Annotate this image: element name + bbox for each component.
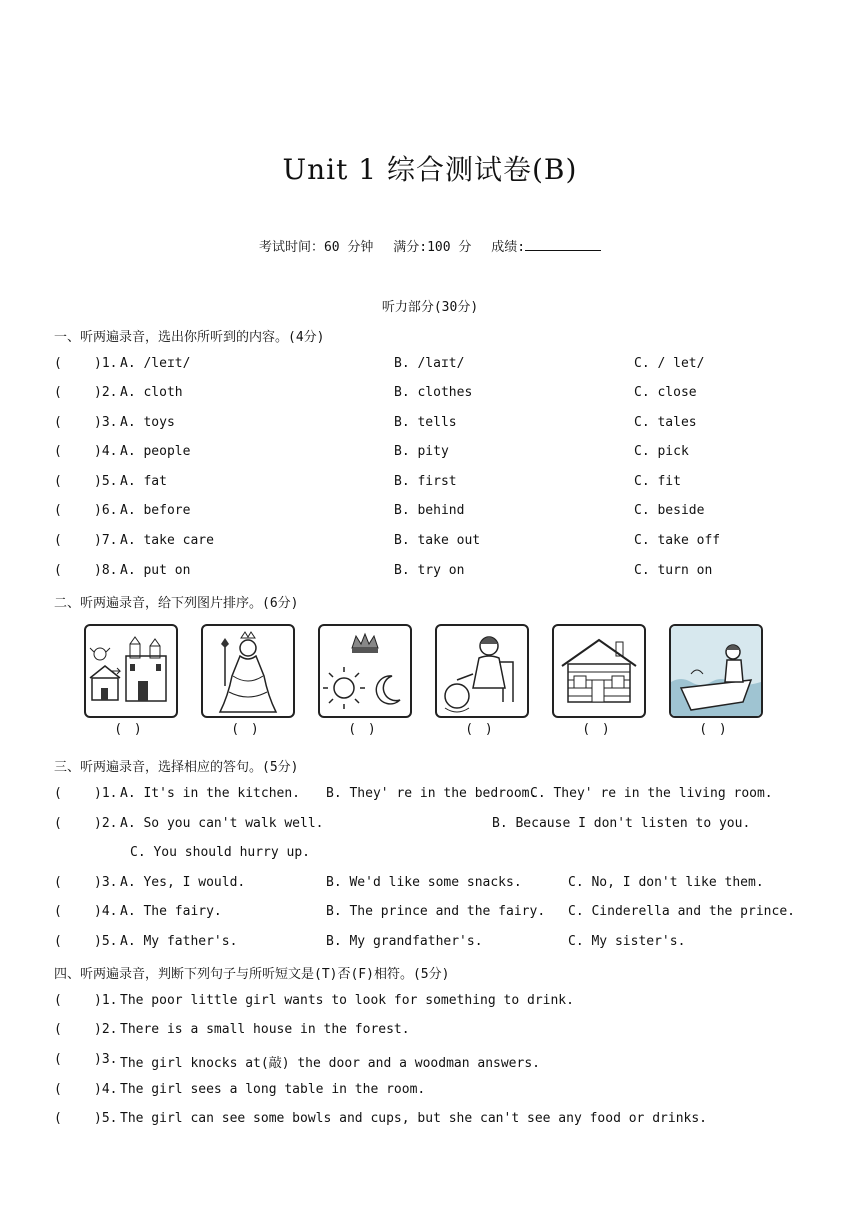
picture-2-answer[interactable]: ( ) [231,722,261,737]
s1-question-4 [54,444,814,462]
statement-text: There is a small house in the forest. [120,1022,410,1037]
s3-question-4 [54,904,814,922]
question-number: )6. [94,503,118,518]
option-b: B. tells [394,415,457,430]
castle-picture [84,624,178,718]
option-c: C. beside [634,503,705,518]
answer-paren[interactable]: ( [54,563,62,578]
answer-paren[interactable]: ( [54,415,62,430]
section-2-heading: 二、听两遍录音，给下列图片排序。(6分) [54,596,299,611]
option-b: B. The prince and the fairy. [326,904,546,919]
option-c: C. turn on [634,563,713,578]
picture-6-answer[interactable]: ( ) [699,722,729,737]
question-number: )3. [94,1052,118,1067]
statement-text: The poor little girl wants to look for something to drink. [120,993,574,1008]
statement-text: The girl sees a long table in the room. [120,1082,426,1097]
option-c: C. My sister's. [568,934,686,949]
option-a: A. cloth [120,385,183,400]
full-score: 满分:100 分 [393,240,472,255]
question-number: )1. [94,993,118,1008]
picture-1-answer[interactable]: ( ) [114,722,144,737]
listening-part-title: 听力部分(30分) [381,300,479,315]
exam-meta [0,236,860,255]
s1-question-2 [54,385,814,403]
statement-text: The girl knocks at(敲) the door and a woodman answers. [120,1056,540,1071]
s1-question-1 [54,356,814,374]
s4-question-5 [54,1111,814,1129]
answer-paren[interactable]: ( [54,533,62,548]
option-b: B. take out [394,533,481,548]
option-c: C. tales [634,415,697,430]
grade-blank[interactable] [525,238,601,251]
answer-paren[interactable]: ( [54,934,62,949]
answer-paren[interactable]: ( [54,444,62,459]
question-number: )5. [94,934,118,949]
option-c: C. No, I don't like them. [568,875,764,890]
section-4-heading: 四、听两遍录音，判断下列句子与所听短文是(T)否(F)相符。(5分) [54,967,450,982]
cabin-picture [552,624,646,718]
picture-row [84,624,784,744]
answer-paren[interactable]: ( [54,786,62,801]
boat-picture [669,624,763,718]
option-a: A. put on [120,563,191,578]
option-c: C. They' re in the living room. [530,786,773,801]
page-title: Unit 1 综合测试卷(B) [282,153,578,186]
s4-question-3 [54,1052,814,1070]
s3-question-2 [54,816,814,834]
grade-label: 成绩: [491,240,526,255]
option-a: A. The fairy. [120,904,222,919]
option-b: B. My grandfather's. [326,934,483,949]
option-a: A. people [120,444,191,459]
s4-question-4 [54,1082,814,1100]
answer-paren[interactable]: ( [54,1022,62,1037]
option-a: A. toys [120,415,175,430]
s4-question-2 [54,1022,814,1040]
s4-question-1 [54,993,814,1011]
question-number: )7. [94,533,118,548]
option-c: C. Cinderella and the prince. [568,904,795,919]
option-c: C. take off [634,533,721,548]
question-number: )5. [94,474,118,489]
question-number: )5. [94,1111,118,1126]
answer-paren[interactable]: ( [54,474,62,489]
crown-sun-moon-picture [318,624,412,718]
option-c: C. You should hurry up. [130,845,311,860]
question-number: )8. [94,563,118,578]
option-a: A. /leɪt/ [120,356,191,371]
answer-paren[interactable]: ( [54,1082,62,1097]
option-a: A. Yes, I would. [120,875,246,890]
question-number: )1. [94,786,118,801]
answer-paren[interactable]: ( [54,503,62,518]
answer-paren[interactable]: ( [54,816,62,831]
option-b: B. They' re in the bedroom. [326,786,538,801]
answer-paren[interactable]: ( [54,1052,62,1067]
section-1-heading: 一、听两遍录音，选出你所听到的内容。(4分) [54,330,325,345]
option-a: A. before [120,503,191,518]
s3-question-3 [54,875,814,893]
princess-picture [201,624,295,718]
option-a: A. So you can't walk well. [120,816,324,831]
option-b: B. try on [394,563,465,578]
statement-text: The girl can see some bowls and cups, but she can't see any food or drinks. [120,1111,707,1126]
option-a: A. fat [120,474,167,489]
s3-question-5 [54,934,814,952]
s3-question-1 [54,786,814,804]
answer-paren[interactable]: ( [54,904,62,919]
option-b: B. We'd like some snacks. [326,875,522,890]
option-c: C. close [634,385,697,400]
question-number: )3. [94,875,118,890]
answer-paren[interactable]: ( [54,356,62,371]
question-number: )4. [94,1082,118,1097]
exam-time: 考试时间：60 分钟 [258,240,374,255]
option-b: B. pity [394,444,449,459]
option-c: C. / let/ [634,356,705,371]
option-a: A. My father's. [120,934,238,949]
s1-question-7 [54,533,814,551]
question-number: )4. [94,444,118,459]
s3-question-2-continued [54,845,814,863]
option-b: B. /laɪt/ [394,356,465,371]
question-number: )2. [94,385,118,400]
option-a: A. take care [120,533,214,548]
grade-field [491,240,601,255]
question-number: )2. [94,816,118,831]
question-number: )4. [94,904,118,919]
picture-5-answer[interactable]: ( ) [582,722,612,737]
question-number: )3. [94,415,118,430]
storyteller-picture [435,624,529,718]
answer-paren[interactable]: ( [54,993,62,1008]
option-b: B. clothes [394,385,473,400]
s1-question-6 [54,503,814,521]
answer-paren[interactable]: ( [54,875,62,890]
picture-4-answer[interactable]: ( ) [465,722,495,737]
option-b: B. behind [394,503,465,518]
question-number: )1. [94,356,118,371]
option-c: C. pick [634,444,689,459]
s1-question-8 [54,563,814,581]
option-b: B. Because I don't listen to you. [492,816,751,831]
question-number: )2. [94,1022,118,1037]
s1-question-5 [54,474,814,492]
section-3-heading: 三、听两遍录音，选择相应的答句。(5分) [54,760,299,775]
option-c: C. fit [634,474,681,489]
answer-paren[interactable]: ( [54,385,62,400]
answer-paren[interactable]: ( [54,1111,62,1126]
option-b: B. first [394,474,457,489]
picture-3-answer[interactable]: ( ) [348,722,378,737]
option-a: A. It's in the kitchen. [120,786,301,801]
s1-question-3 [54,415,814,433]
